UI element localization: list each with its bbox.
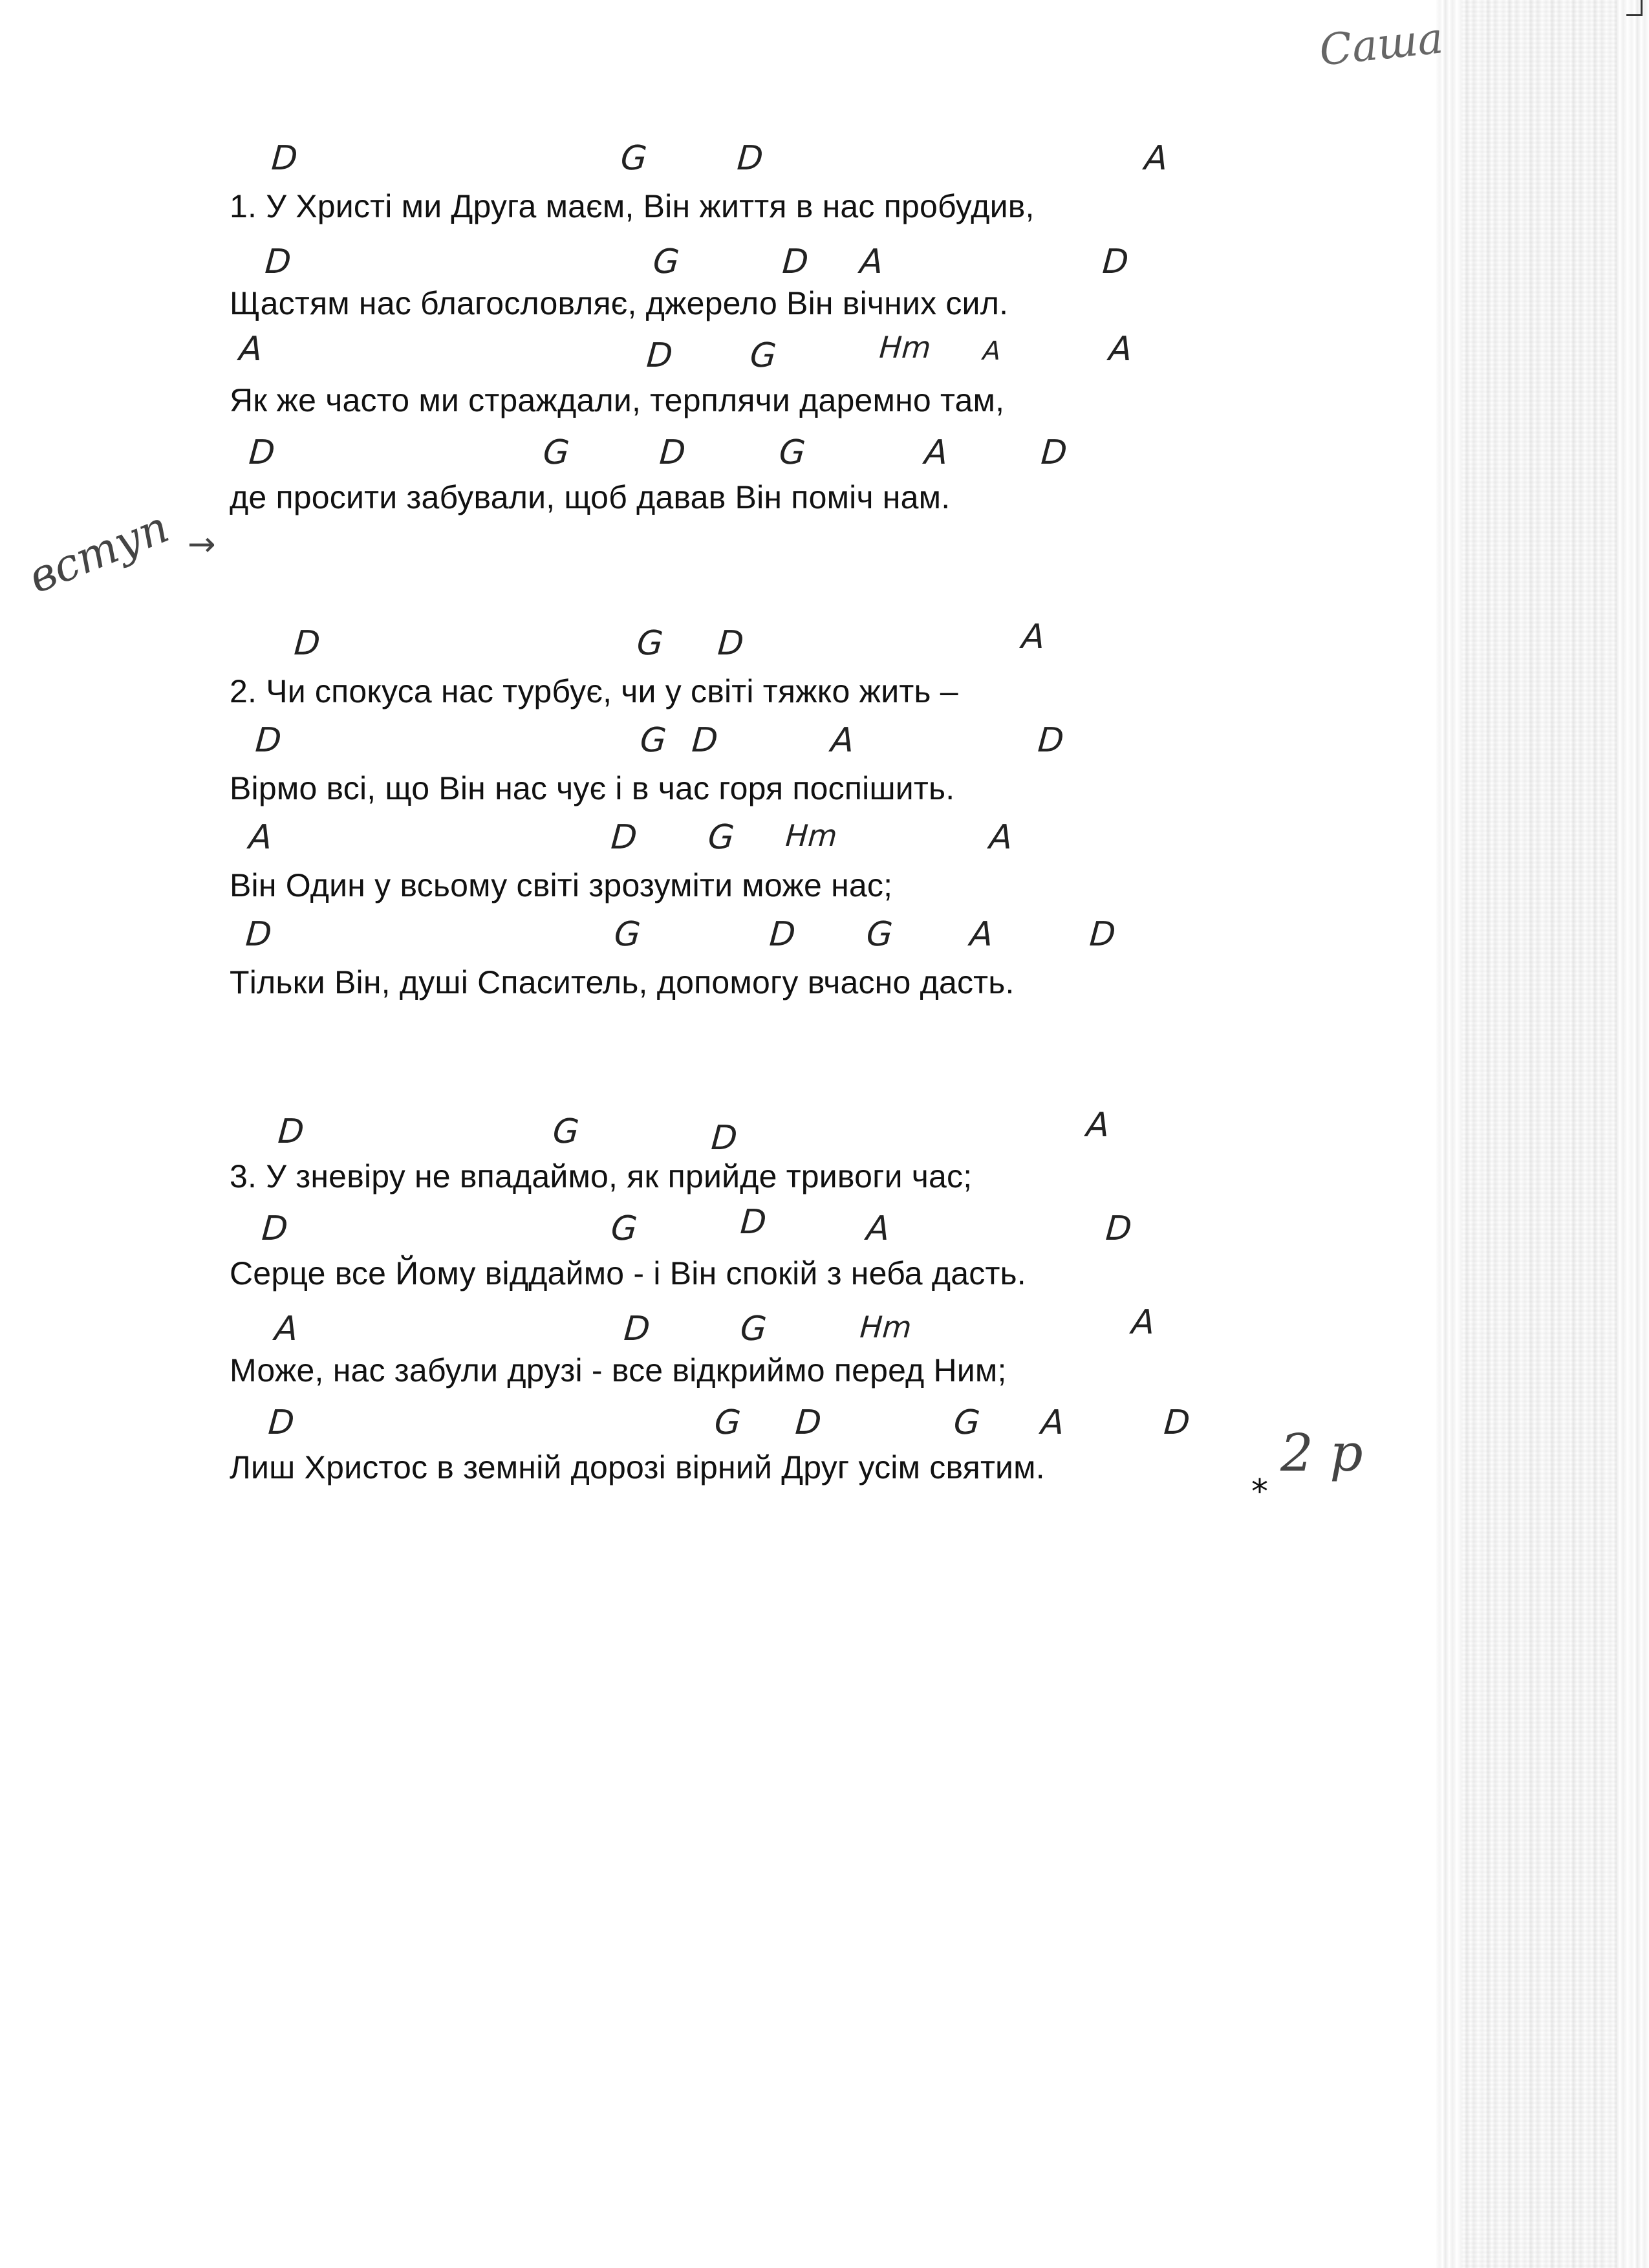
chord: G <box>706 818 736 857</box>
chord: G <box>612 915 642 954</box>
repeat-star: * <box>1251 1473 1268 1511</box>
chord: D <box>260 1209 290 1248</box>
chord: G <box>865 915 894 954</box>
chord: A <box>829 721 856 760</box>
chord: D <box>609 818 639 857</box>
lyric-line: Як же часто ми страждали, терплячи даремно там, <box>230 382 1005 418</box>
chord: G <box>551 1112 581 1151</box>
chord: G <box>952 1403 982 1442</box>
lyric-line: Вірмо всі, що Він нас чує і в час горя поспішить. <box>230 770 955 806</box>
chord: D <box>738 1203 768 1242</box>
lyric-line: Щастям нас благословляє, джерело Він вічних сил. <box>230 285 1009 321</box>
chord: A <box>1143 139 1169 178</box>
chord: D <box>793 1403 823 1442</box>
chord: D <box>658 433 687 472</box>
chord: D <box>690 721 720 760</box>
chord: D <box>716 624 746 663</box>
chord: A <box>1039 1403 1066 1442</box>
chord: G <box>609 1209 639 1248</box>
scan-shadow-edge <box>1436 0 1649 2268</box>
chord: D <box>1104 1209 1134 1248</box>
chord: D <box>253 721 283 760</box>
chord: A <box>237 330 264 369</box>
chord: D <box>645 336 674 375</box>
chord: G <box>619 139 649 178</box>
lyric-line: 2. Чи спокуса нас турбує, чи у світі тяжко жить – <box>230 673 958 709</box>
chord: D <box>276 1112 306 1151</box>
chord: A <box>865 1209 891 1248</box>
chord: D <box>1036 721 1066 760</box>
chord: A <box>1130 1303 1156 1342</box>
chord: D <box>244 915 274 954</box>
chord: G <box>738 1310 768 1348</box>
lyric-line: 1. У Христі ми Друга маєм, Він життя в нас пробудив, <box>230 188 1035 224</box>
chord: D <box>1039 433 1069 472</box>
chord: D <box>1101 243 1130 281</box>
chord: G <box>638 721 668 760</box>
chord: G <box>713 1403 742 1442</box>
chord: A <box>273 1310 299 1348</box>
chord: Hm <box>859 1310 913 1345</box>
lyric-line: Тільки Він, душі Спаситель, допомогу вчасно дасть. <box>230 964 1015 1000</box>
chord: D <box>247 433 277 472</box>
chord: D <box>709 1119 739 1158</box>
chord: D <box>622 1310 652 1348</box>
chord: Hm <box>878 330 932 365</box>
chord: A <box>1107 330 1134 369</box>
handwritten-intro-note: вступ <box>21 501 176 604</box>
lyric-line: Може, нас забули друзі - все відкриймо перед Ним; <box>230 1352 1007 1388</box>
chord: D <box>263 243 293 281</box>
chord: G <box>651 243 681 281</box>
chord: G <box>635 624 665 663</box>
chord: D <box>1162 1403 1192 1442</box>
chord: D <box>270 139 299 178</box>
chord: D <box>735 139 765 178</box>
handwritten-repeat-note: 2 р <box>1280 1423 1363 1483</box>
chord: Hm <box>784 818 839 853</box>
chord: A <box>987 818 1014 857</box>
intro-arrow: → <box>188 525 216 564</box>
chord: G <box>748 336 778 375</box>
lyric-line: Лиш Христос в земній дорозі вірний Друг усім святим. <box>230 1449 1045 1485</box>
chord: G <box>777 433 807 472</box>
chord: A <box>247 818 274 857</box>
handwritten-name: Саша <box>1317 13 1446 76</box>
chord: D <box>1088 915 1117 954</box>
chord: D <box>781 243 810 281</box>
chord: A <box>982 336 1002 366</box>
chord: D <box>292 624 322 663</box>
lyric-line: Він Один у всьому світі зрозуміти може нас; <box>230 867 893 903</box>
chord: D <box>768 915 797 954</box>
chord: A <box>923 433 949 472</box>
lyric-line: Серце все Йому віддаймо - і Він спокій з неба дасть. <box>230 1255 1026 1291</box>
chord: A <box>968 915 995 954</box>
scan-corner-mark <box>1626 0 1643 16</box>
lyric-line: де просити забували, щоб давав Він поміч нам. <box>230 479 951 515</box>
chord: D <box>266 1403 296 1442</box>
chord: A <box>1020 618 1046 656</box>
chord: G <box>541 433 571 472</box>
chord: A <box>858 243 885 281</box>
lyric-line: 3. У зневіру не впадаймо, як прийде тривоги час; <box>230 1158 973 1194</box>
chord: A <box>1084 1106 1111 1145</box>
